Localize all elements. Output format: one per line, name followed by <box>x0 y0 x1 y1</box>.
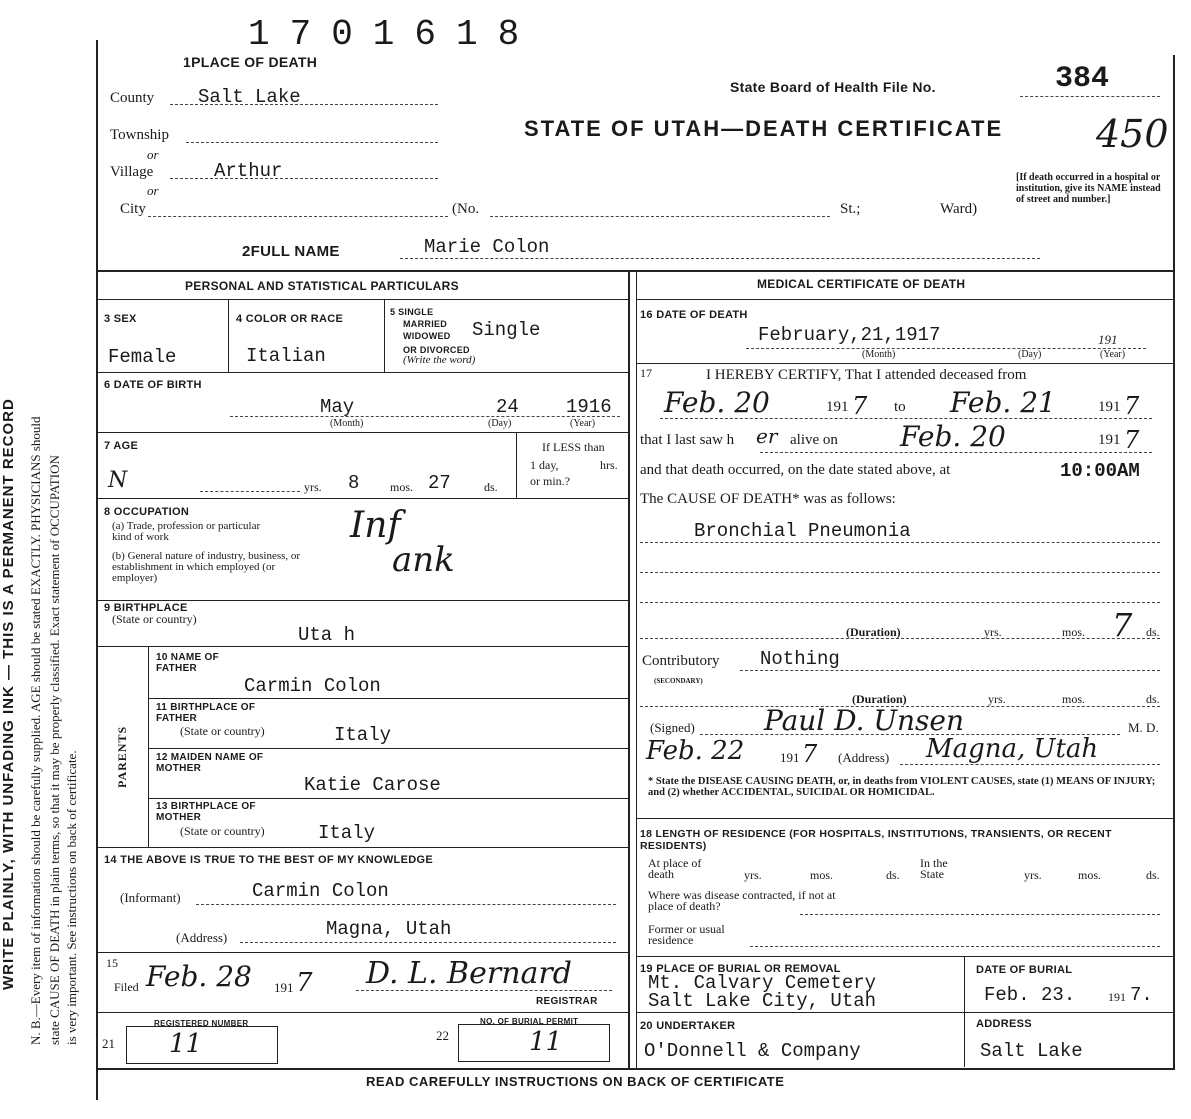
filed-year: 191 <box>274 980 294 995</box>
duration-yrs-label: yrs. <box>984 625 1002 639</box>
burial-place-label: 19 PLACE OF BURIAL OR REMOVAL <box>640 963 841 975</box>
informant-value: Carmin Colon <box>252 880 389 902</box>
last-saw-prefix: that I last saw h <box>640 432 735 448</box>
certify-line: I HEREBY CERTIFY, That I attended deceased from <box>706 367 1027 383</box>
dob-year-caption: (Year) <box>570 418 596 429</box>
burial-date-label: DATE OF BURIAL <box>976 964 1073 976</box>
signed-label: (Signed) <box>650 720 695 735</box>
mother-name-value: Katie Carose <box>304 774 441 796</box>
physician-signature: Paul D. Unsen <box>764 704 965 737</box>
residence-label: 18 LENGTH OF RESIDENCE (FOR HOSPITALS, INSTITUTIONS, TRANSIENTS, OR RECENT RESIDENTS) <box>640 828 1112 852</box>
street-label: St.; <box>840 201 861 217</box>
county-value: Salt Lake <box>198 86 301 108</box>
informant-label: (Informant) <box>120 890 181 905</box>
signed-date: Feb. 22 <box>646 736 745 766</box>
attended-to-year-suffix: 7 <box>1124 392 1140 420</box>
medical-heading: MEDICAL CERTIFICATE OF DEATH <box>757 277 966 291</box>
city-label: City <box>120 201 146 217</box>
undertaker-value: O'Donnell & Company <box>644 1040 861 1062</box>
last-saw-suffix: alive on <box>790 432 838 448</box>
filed-date: Feb. 28 <box>146 960 252 993</box>
duration2-ds-label: ds. <box>1146 692 1160 706</box>
physician-address: Magna, Utah <box>926 734 1099 764</box>
date-of-death-year-print: 191 <box>1098 332 1118 347</box>
contributory-label: Contributory <box>642 653 720 669</box>
burial-place-line1: Mt. Calvary Cemetery <box>648 972 877 994</box>
contributory-value: Nothing <box>760 648 840 670</box>
dod-day-caption: (Day) <box>1018 349 1042 360</box>
undertaker-address-label: ADDRESS <box>976 1018 1032 1030</box>
full-name-label: 2FULL NAME <box>242 243 340 260</box>
duration-ds-label: ds. <box>1146 625 1160 639</box>
side-note-warning: WRITE PLAINLY, WITH UNFADING INK — THIS IS A PERMANENT RECORD <box>0 398 17 990</box>
age-months: 8 <box>348 472 360 494</box>
marital-label-1: 5 SINGLE <box>390 307 434 317</box>
duration-days-value: 7 <box>1112 606 1133 644</box>
signed-year-suffix: 7 <box>802 740 818 768</box>
attended-to-year: 191 <box>1098 399 1121 415</box>
at-place-mos-label: mos. <box>810 868 834 882</box>
true-statement-label: 14 THE ABOVE IS TRUE TO THE BEST OF MY KNOWLEDGE <box>104 854 433 866</box>
at-place-yrs-label: yrs. <box>744 868 762 882</box>
age-yrs-label: yrs. <box>304 480 322 494</box>
footer-instructions: READ CAREFULLY INSTRUCTIONS ON BACK OF CERTIFICATE <box>366 1074 785 1089</box>
contributory-sublabel: (SECONDARY) <box>654 677 703 685</box>
burial-permit-value: 11 <box>529 1027 563 1057</box>
occupation-b-label: (b) General nature of industry, business, or establishment in which employed (or employer) <box>112 550 301 584</box>
or-label-2: or <box>147 183 159 198</box>
last-saw-year: 191 <box>1098 432 1121 448</box>
last-saw-date: Feb. 20 <box>900 420 1006 453</box>
physician-address-label: (Address) <box>838 750 890 765</box>
burial-permit-prefix: 22 <box>436 1028 449 1043</box>
dob-label: 6 DATE OF BIRTH <box>104 379 202 391</box>
certify-number: 17 <box>640 366 652 380</box>
death-occurred-line: and that death occurred, on the date stated above, at <box>640 462 951 478</box>
birthplace-sublabel: (State or country) <box>112 612 197 626</box>
in-state-yrs-label: yrs. <box>1024 868 1042 882</box>
registered-number-label: REGISTERED NUMBER <box>154 1019 249 1028</box>
county-label: County <box>110 90 155 106</box>
dob-year: 1916 <box>566 396 612 418</box>
father-birthplace-sublabel: (State or country) <box>180 724 265 738</box>
birthplace-label: 9 BIRTHPLACE <box>104 602 188 614</box>
where-contracted-label: Where was disease contracted, if not at place of death? <box>648 888 836 913</box>
at-place-label: At place of death <box>648 856 702 881</box>
informant-address-value: Magna, Utah <box>326 918 452 940</box>
mother-name-label: 12 MAIDEN NAME OF MOTHER <box>156 752 264 774</box>
sex-label: 3 SEX <box>104 313 137 325</box>
father-name-value: Carmin Colon <box>244 675 381 697</box>
in-state-label: In the State <box>920 856 948 881</box>
occupation-a-value: Inf <box>350 505 401 546</box>
dob-day: 24 <box>496 396 519 418</box>
marital-label-3: WIDOWED <box>403 331 451 341</box>
less-min-label: or min.? <box>530 474 570 488</box>
parents-label: PARENTS <box>115 725 129 788</box>
mother-birthplace-label: 13 BIRTHPLACE OF MOTHER <box>156 801 256 823</box>
burial-date-value: Feb. 23. <box>984 984 1076 1006</box>
attended-to-label: to <box>894 399 906 415</box>
in-state-mos-label: mos. <box>1078 868 1102 882</box>
age-ds-label: ds. <box>484 480 498 494</box>
attended-from-date: Feb. 20 <box>664 386 770 419</box>
less-than-label: If LESS than <box>542 440 605 454</box>
marital-label-2: MARRIED <box>403 319 448 329</box>
village-label: Village <box>110 164 154 180</box>
dod-year-caption: (Year) <box>1100 349 1126 360</box>
time-of-death: 10:00AM <box>1060 460 1140 482</box>
dod-month-caption: (Month) <box>862 349 896 360</box>
attended-from-year-suffix: 7 <box>852 392 868 420</box>
registered-number-prefix: 21 <box>102 1036 115 1051</box>
village-value: Arthur <box>214 160 283 182</box>
occupation-a-label: (a) Trade, profession or particular kind of work <box>112 520 261 543</box>
informant-address-label: (Address) <box>176 930 228 945</box>
father-name-label: 10 NAME OF FATHER <box>156 652 220 674</box>
full-name-value: Marie Colon <box>424 236 550 258</box>
registrar-label: REGISTRAR <box>536 996 598 1007</box>
duration-mos-label: mos. <box>1062 625 1086 639</box>
marital-value: Single <box>472 319 541 341</box>
last-saw-year-suffix: 7 <box>1124 426 1140 454</box>
board-file-number: 384 <box>1055 62 1110 96</box>
age-mos-label: mos. <box>390 480 414 494</box>
age-label: 7 AGE <box>104 440 139 452</box>
side-note-3: is very important. See instructions on back of certificate. <box>64 750 79 1045</box>
undertaker-address-value: Salt Lake <box>980 1040 1083 1062</box>
filed-label: Filed <box>114 980 139 994</box>
cause-footnote: * State the DISEASE CAUSING DEATH, or, in deaths from VIOLENT CAUSES, state (1) MEANS OF INJURY; and (2) whether ACCIDENTAL, SUICIDAL OR HOMICIDAL. <box>648 776 1156 798</box>
attended-from-year: 191 <box>826 399 849 415</box>
father-birthplace-label: 11 BIRTHPLACE OF FATHER <box>156 702 256 724</box>
ward-label: Ward) <box>940 201 978 217</box>
burial-permit-box <box>458 1024 610 1062</box>
marital-label-4: OR DIVORCED <box>403 345 470 355</box>
undertaker-label: 20 UNDERTAKER <box>640 1020 736 1032</box>
filed-number: 15 <box>106 956 118 970</box>
duration2-label: (Duration) <box>852 692 907 706</box>
dob-month-caption: (Month) <box>330 418 364 429</box>
marital-label-5: (Write the word) <box>403 354 476 366</box>
date-of-death-value: February,21,1917 <box>758 324 941 346</box>
number-label: (No. <box>452 201 480 217</box>
title-annotation: 450 <box>1096 112 1169 156</box>
md-label: M. D. <box>1128 720 1159 735</box>
burial-year: 191 <box>1108 990 1126 1004</box>
dob-month: May <box>320 396 355 418</box>
less-day-label: 1 day, <box>530 458 559 472</box>
township-label: Township <box>110 127 169 143</box>
dob-day-caption: (Day) <box>488 418 512 429</box>
cause-value: Bronchial Pneumonia <box>694 520 911 542</box>
personal-heading: PERSONAL AND STATISTICAL PARTICULARS <box>185 279 459 293</box>
former-residence-label: Former or usual residence <box>648 922 725 947</box>
birthplace-value: Uta h <box>298 624 356 646</box>
burial-year-suffix: 7. <box>1130 984 1153 1006</box>
or-label-1: or <box>147 147 159 162</box>
registered-number-value: 11 <box>169 1029 203 1059</box>
side-note-2: state CAUSE OF DEATH in plain terms, so that it may be properly classified. Exact statement of OCCUPATION <box>47 455 62 1045</box>
filed-year-suffix: 7 <box>296 968 313 998</box>
burial-permit-label: NO. OF BURIAL PERMIT <box>480 1017 579 1026</box>
registered-number-box <box>126 1026 278 1064</box>
at-place-ds-label: ds. <box>886 868 900 882</box>
side-note-1: N. B.—Every item of information should be carefully supplied. AGE should be stated EXACTLY. PHYSICIANS should <box>28 416 43 1045</box>
last-saw-pronoun: er <box>756 424 778 448</box>
cause-label: The CAUSE OF DEATH* was as follows: <box>640 491 896 507</box>
burial-place-line2: Salt Lake City, Utah <box>648 990 877 1012</box>
attended-to-date: Feb. 21 <box>950 386 1056 419</box>
place-of-death-heading: 1PLACE OF DEATH <box>183 54 318 70</box>
hospital-note: [If death occurred in a hospital or institution, give its NAME instead of street and number.] <box>1016 172 1161 205</box>
sex-value: Female <box>108 346 177 368</box>
age-years: N <box>108 468 128 493</box>
mother-birthplace-value: Italy <box>318 822 376 844</box>
date-of-death-label: 16 DATE OF DEATH <box>640 309 748 321</box>
duration2-yrs-label: yrs. <box>988 692 1006 706</box>
age-days: 27 <box>428 472 451 494</box>
certificate-number: 1701618 <box>248 14 540 55</box>
father-birthplace-value: Italy <box>334 724 392 746</box>
board-file-label: State Board of Health File No. <box>730 79 936 95</box>
occupation-label: 8 OCCUPATION <box>104 506 190 518</box>
less-hrs-label: hrs. <box>600 458 618 472</box>
in-state-ds-label: ds. <box>1146 868 1160 882</box>
duration2-mos-label: mos. <box>1062 692 1086 706</box>
registrar-signature: D. L. Bernard <box>366 956 572 991</box>
color-value: Italian <box>246 345 326 367</box>
duration-label: (Duration) <box>846 625 901 639</box>
color-label: 4 COLOR OR RACE <box>236 313 344 325</box>
occupation-b-value: ank <box>392 540 455 580</box>
certificate-title: STATE OF UTAH—DEATH CERTIFICATE <box>524 116 1004 141</box>
mother-birthplace-sublabel: (State or country) <box>180 824 265 838</box>
signed-year: 191 <box>780 750 800 765</box>
